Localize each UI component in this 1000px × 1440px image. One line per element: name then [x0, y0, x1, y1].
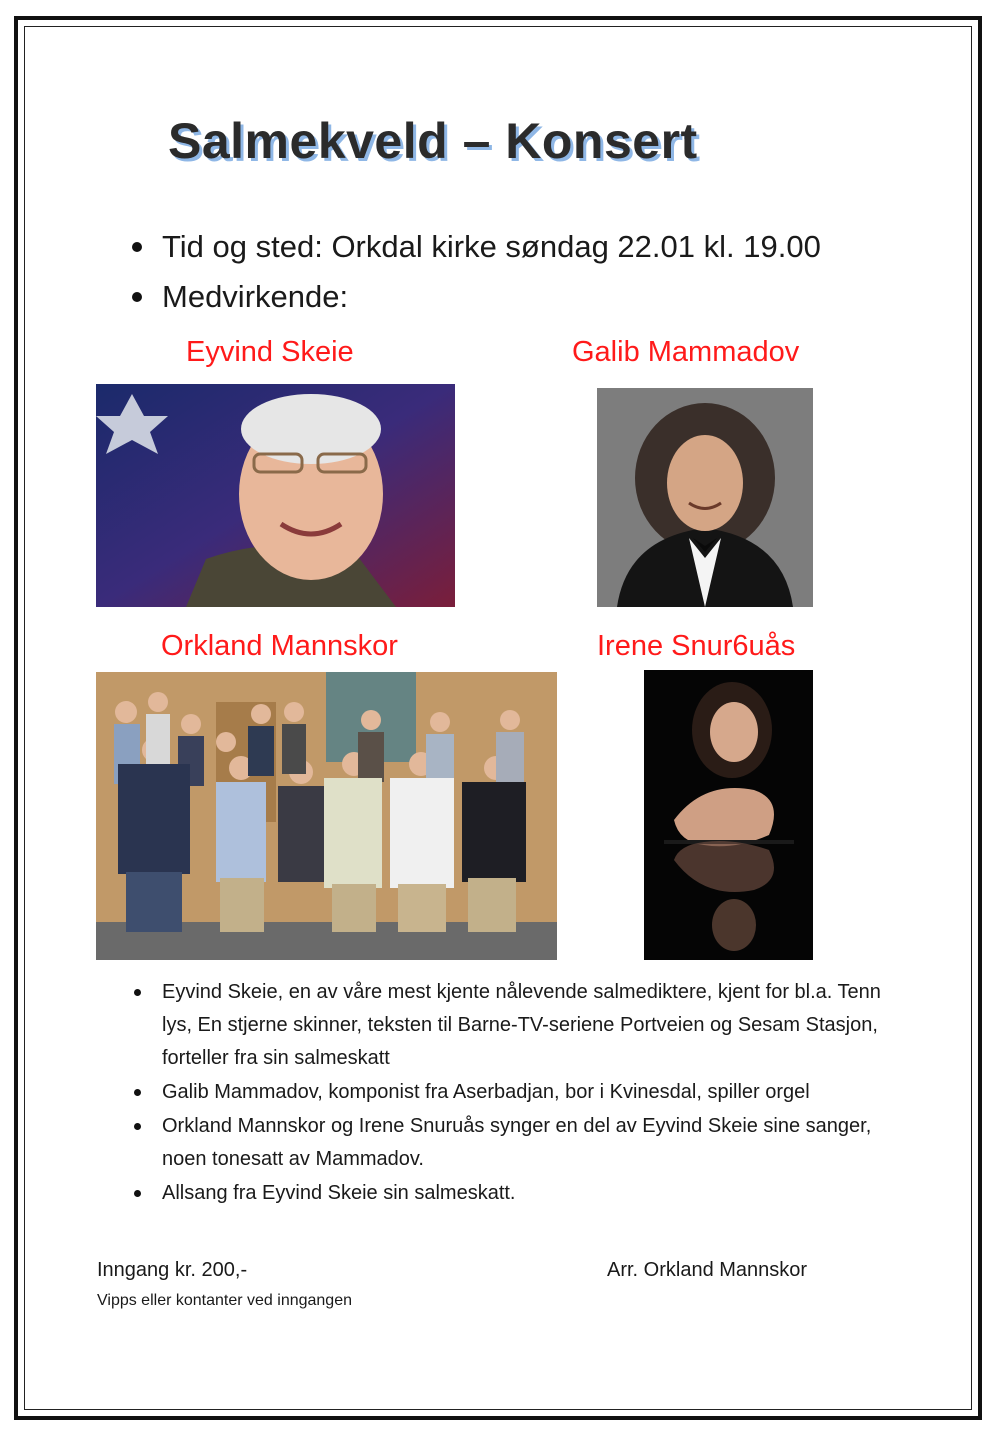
- performer-name-orkland: Orkland Mannskor: [161, 630, 398, 662]
- organizer: Arr. Orkland Mannskor: [607, 1259, 808, 1281]
- description-item: Allsang fra Eyvind Skeie sin salmeskatt.: [130, 1177, 910, 1210]
- description-item: Eyvind Skeie, en av våre mest kjente nålevende salmediktere, kjent for bl.a. Tenn lys, En stjerne skinner, teksten til Barne-TV-seriene Portveien og Sesam Stasjon, forteller fra sin salmeskatt: [130, 976, 910, 1075]
- event-details-list: [130, 222, 821, 322]
- event-time-place: Tid og sted: Orkdal kirke søndag 22.01 kl. 19.00: [130, 222, 821, 272]
- performer-name-irene: Irene Snur6uås: [597, 630, 796, 662]
- description-item: Orkland Mannskor og Irene Snuruås synger en del av Eyvind Skeie sine sanger, noen tonesatt av Mammadov.: [130, 1110, 910, 1176]
- description-list: [130, 976, 910, 1211]
- photo-galib-mammadov: [597, 388, 813, 607]
- photo-irene-snuruas: [644, 670, 813, 960]
- event-participants-heading: Medvirkende:: [130, 272, 821, 322]
- entry-fee: Inngang kr. 200,-: [97, 1259, 248, 1281]
- performer-name-eyvind: Eyvind Skeie: [186, 336, 354, 368]
- photo-eyvind-skeie: [96, 384, 455, 607]
- description-item: Galib Mammadov, komponist fra Aserbadjan, bor i Kvinesdal, spiller orgel: [130, 1076, 910, 1109]
- photo-orkland-mannskor: [96, 672, 557, 960]
- payment-note: Vipps eller kontanter ved inngangen: [97, 1292, 352, 1309]
- page-title: Salmekveld – Konsert: [168, 113, 698, 169]
- performer-name-galib: Galib Mammadov: [572, 336, 800, 368]
